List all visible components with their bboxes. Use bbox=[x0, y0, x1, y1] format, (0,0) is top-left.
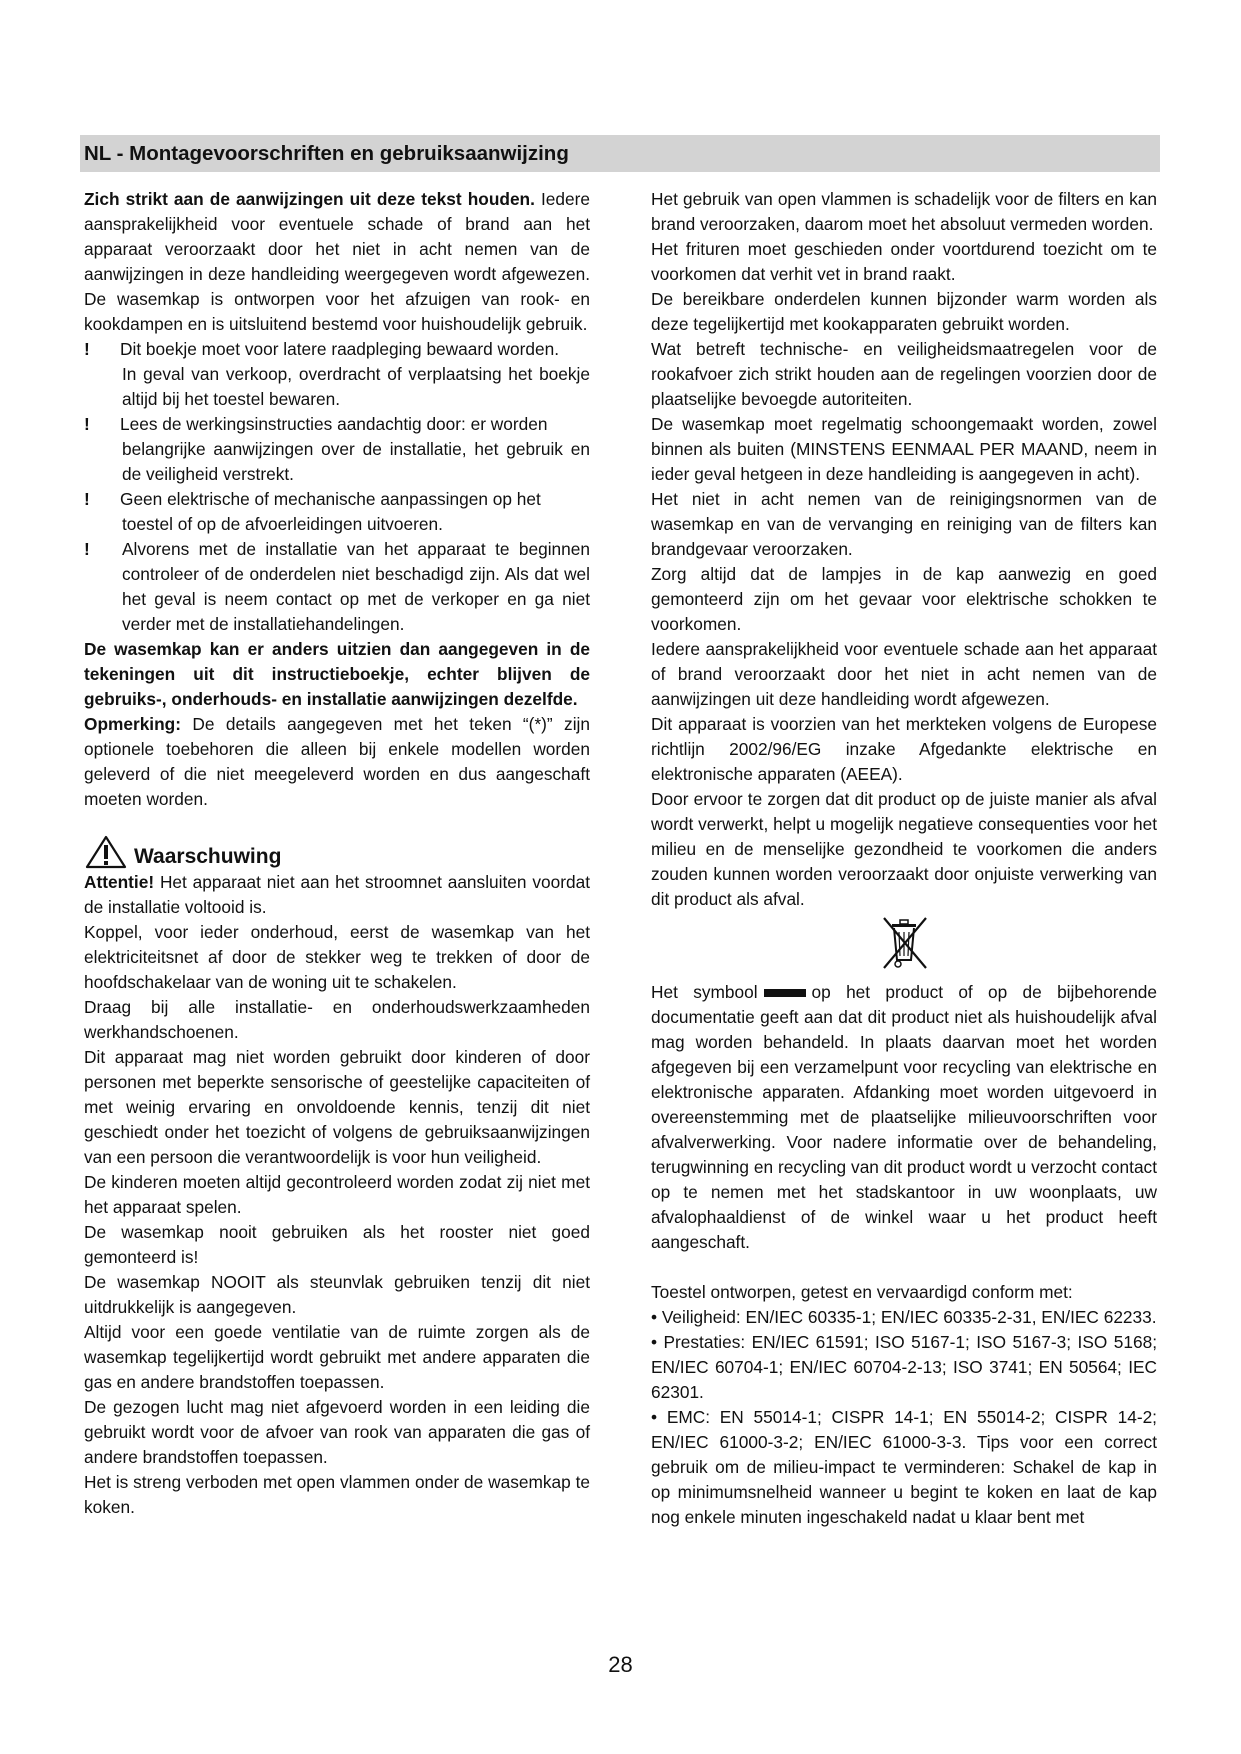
left-column bbox=[84, 187, 590, 1520]
safety-paragraph: Het gebruik van open vlammen is schadelijk voor de filters en kan brand veroorzaken, daarom moet het absoluut vermeden worden. bbox=[651, 189, 1157, 234]
warning-paragraph bbox=[84, 870, 590, 920]
section-header bbox=[80, 135, 1160, 172]
notice-item bbox=[84, 537, 590, 637]
design-note: De wasemkap kan er anders uitzien dan aangegeven in de tekeningen uit dit instructieboekje, echter blijven de gebruiks-, onderhouds- en installatie aanwijzingen dezelfde. bbox=[84, 639, 590, 709]
safety-paragraph: Iedere aansprakelijkheid voor eventuele schade aan het apparaat of brand veroorzaakt door het niet in acht nemen van de aanwijzingen uit deze handleiding wordt afgewezen. bbox=[651, 639, 1157, 709]
symbol-text-b: op het product of op de bijbehorende documentatie geeft aan dat dit product niet als huishoudelijk afval mag worden behandeld. In plaats daarvan moet het worden afgegeven bij een verzamelpunt voor recycling van elektrische en elektronische apparaten. Afdanking moet worden uitgevoerd in overeenstemming met de plaatselijke milieuvoorschriften voor afvalverwerking. Voor nadere informatie over de behandeling, terugwinning en recycling van dit product wordt u verzocht contact op te nemen met het stadskantoor in uw woonplaats, uw afvalophaaldienst of de winkel waar u het product heeft aangeschaft. bbox=[651, 982, 1158, 1252]
intro-bold: Zich strikt aan de aanwijzingen uit deze tekst houden. bbox=[84, 189, 535, 209]
warning-paragraph: Dit apparaat mag niet worden gebruikt door kinderen of door personen met beperkte sensorische of geestelijke capaciteiten of met weinig ervaring en onvoldoende kennis, tenzij dit niet geschiedt onder het toezicht of volgens de gebruiksaanwijzingen van een persoon die verantwoordelijk is voor hun veiligheid. bbox=[84, 1047, 590, 1167]
weee-bin-figure bbox=[651, 914, 1157, 976]
attention-label: Attentie! bbox=[84, 872, 155, 892]
conformity-intro: Toestel ontworpen, getest en vervaardigd conform met: bbox=[651, 1282, 1073, 1302]
remark-label: Opmerking: bbox=[84, 714, 181, 734]
safety-paragraph: De wasemkap moet regelmatig schoongemaakt worden, zowel binnen als buiten (MINSTENS EENMAAL PER MAAND, neem in ieder geval hetgeen in deze handleiding is aangegeven in acht). bbox=[651, 414, 1157, 484]
weee-symbol-paragraph bbox=[651, 980, 1157, 1255]
safety-paragraph: Het niet in acht nemen van de reinigingsnormen van de wasemkap en van de vervanging en reiniging van de filters kan brandgevaar veroorzaken. bbox=[651, 489, 1157, 559]
notice-text-cont: belangrijke aanwijzingen over de installatie, het gebruik en de veiligheid verstrekt. bbox=[122, 439, 590, 484]
warning-paragraph: Altijd voor een goede ventilatie van de ruimte zorgen als de wasemkap tegelijkertijd wordt gebruikt met andere apparaten die gas en andere brandstoffen toepassen. bbox=[84, 1322, 590, 1392]
notice-text-cont: In geval van verkoop, overdracht of verplaatsing het boekje altijd bij het toestel bewaren. bbox=[122, 364, 590, 409]
safety-paragraph: Het frituren moet geschieden onder voortdurend toezicht om te voorkomen dat verhit vet in brand raakt. bbox=[651, 239, 1157, 284]
remark-paragraph bbox=[84, 712, 590, 812]
exclamation-mark: ! bbox=[84, 339, 90, 359]
notice-item bbox=[84, 337, 590, 362]
page-number: 28 bbox=[608, 1652, 633, 1677]
symbol-text-a: Het symbool bbox=[651, 982, 758, 1002]
notice-text: Geen elektrische of mechanische aanpassingen op het bbox=[120, 489, 541, 509]
intro-text: Iedere aansprakelijkheid voor eventuele schade of brand aan het apparaat veroorzaakt door het niet in acht nemen van de aanwijzingen in deze handleiding weergegeven wordt afgewezen. De wasemkap is ontworpen voor het afzuigen van rook- en kookdampen en is uitsluitend bestemd voor huishoudelijk gebruik. bbox=[84, 189, 590, 334]
warning-paragraph: De gezogen lucht mag niet afgevoerd worden in een leiding die gebruikt wordt voor de afvoer van rook van apparaten die gas of andere brandstoffen toepassen. bbox=[84, 1397, 590, 1467]
warning-paragraph: Koppel, voor ieder onderhoud, eerst de wasemkap van het elektriciteitsnet af door de stekker weg te trekken of door de hoofdschakelaar van de woning uit te schakelen. bbox=[84, 922, 590, 992]
warning-paragraph: Het is streng verboden met open vlammen onder de wasemkap te koken. bbox=[84, 1472, 590, 1517]
warning-paragraph: De wasemkap NOOIT als steunvlak gebruiken tenzij dit niet uitdrukkelijk is aangegeven. bbox=[84, 1272, 590, 1317]
notice-item bbox=[84, 487, 590, 512]
notice-text: Dit boekje moet voor latere raadpleging bewaard worden. bbox=[120, 339, 560, 359]
warning-paragraph: Draag bij alle installatie- en onderhoudswerkzaamheden werkhandschoenen. bbox=[84, 997, 590, 1042]
warning-title: Waarschuwing bbox=[134, 845, 282, 868]
safety-paragraph: Zorg altijd dat de lampjes in de kap aanwezig en goed gemonteerd zijn om het gevaar voor elektrische schokken te voorkomen. bbox=[651, 564, 1157, 634]
exclamation-mark: ! bbox=[84, 489, 90, 509]
conformity-item: • Veiligheid: EN/IEC 60335-1; EN/IEC 60335-2-31, EN/IEC 62233. bbox=[651, 1307, 1157, 1327]
warning-paragraph: De wasemkap nooit gebruiken als het rooster niet goed gemonteerd is! bbox=[84, 1222, 590, 1267]
right-column bbox=[651, 187, 1157, 1530]
notice-item bbox=[84, 412, 590, 437]
notice-text-cont: toestel of op de afvoerleidingen uitvoeren. bbox=[122, 514, 443, 534]
conformity-item: • EMC: EN 55014-1; CISPR 14-1; EN 55014-2; CISPR 14-2; EN/IEC 61000-3-2; EN/IEC 61000-3-3. Tips voor een correct gebruik om de milieu-impact te verminderen: Schakel de kap in op minimumsnelheid wanneer u begint te koken en laat de kap nog enkele minuten ingeschakeld nadat u klaar bent met bbox=[651, 1407, 1157, 1527]
attention-text: Het apparaat niet aan het stroomnet aansluiten voordat de installatie voltooid is. bbox=[84, 872, 590, 917]
intro-paragraph bbox=[84, 187, 590, 337]
notice-text: Lees de werkingsinstructies aandachtig door: er worden bbox=[120, 414, 548, 434]
notice-text: Alvorens met de installatie van het apparaat te beginnen controleer of de onderdelen niet beschadigd zijn. Als dat wel het geval is neem contact op met de verkoper en ga niet verder met de installatiehandelingen. bbox=[122, 539, 590, 634]
exclamation-mark: ! bbox=[84, 539, 90, 559]
section-title: NL - Montagevoorschriften en gebruiksaanwijzing bbox=[84, 142, 569, 165]
weee-paragraph: Door ervoor te zorgen dat dit product op de juiste manier als afval wordt verwerkt, helpt u mogelijk negatieve consequenties voor het milieu en de menselijke gezondheid te voorkomen die anders zouden kunnen worden veroorzaakt door onjuiste verwerking van dit product als afval. bbox=[651, 789, 1157, 909]
exclamation-mark: ! bbox=[84, 414, 90, 434]
warning-paragraph: De kinderen moeten altijd gecontroleerd worden zodat zij niet met het apparaat spelen. bbox=[84, 1172, 590, 1217]
safety-paragraph: De bereikbare onderdelen kunnen bijzonder warm worden als deze tegelijkertijd met kookapparaten gebruikt worden. bbox=[651, 289, 1157, 334]
weee-paragraph: Dit apparaat is voorzien van het merkteken volgens de Europese richtlijn 2002/96/EG inzake Afgedankte elektrische en elektronische apparaten (AEEA). bbox=[651, 714, 1157, 784]
weee-bar-symbol bbox=[764, 989, 806, 997]
warning-heading bbox=[84, 830, 590, 870]
conformity-item: • Prestaties: EN/IEC 61591; ISO 5167-1; ISO 5167-3; ISO 5168; EN/IEC 60704-1; EN/IEC 60704-2-13; ISO 3741; EN 50564; IEC 62301. bbox=[651, 1332, 1157, 1402]
safety-paragraph: Wat betreft technische- en veiligheidsmaatregelen voor de rookafvoer zich strikt houden aan de regelingen voorzien door de plaatselijke bevoegde autoriteiten. bbox=[651, 339, 1157, 409]
warning-triangle-icon bbox=[84, 834, 128, 870]
remark-text: De details aangegeven met het teken “(*)” zijn optionele toebehoren die alleen bij enkele modellen worden geleverd of die niet meegeleverd worden en dus aangeschaft moeten worden. bbox=[84, 714, 590, 809]
crossed-bin-icon bbox=[876, 914, 932, 974]
